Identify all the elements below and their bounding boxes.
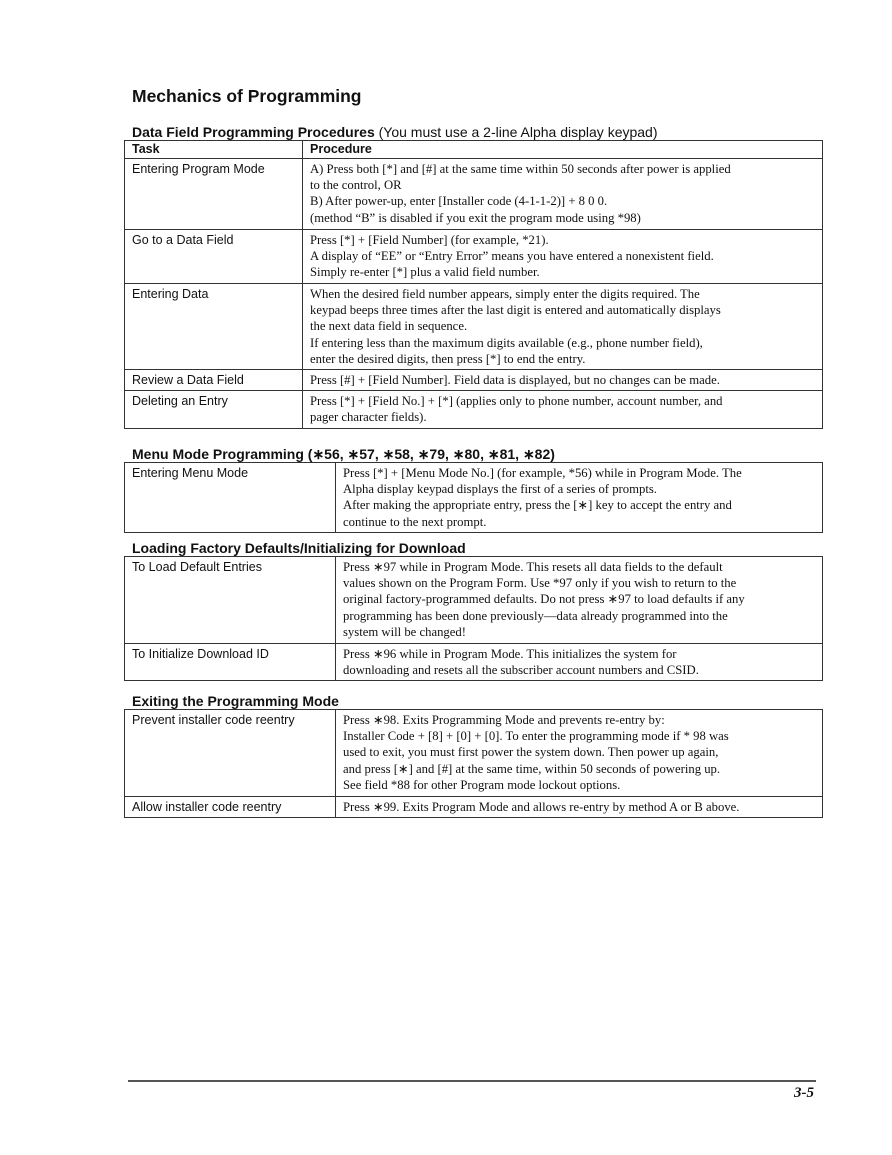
procedure-cell: Press ∗97 while in Program Mode. This resets all data fields to the default values shown on the Program Form. Use *97 only if you wish to return to the original factory-programmed defaults. Do not press ∗97 to load defaults if any programming has been done previously—data already programmed into the system will be changed! — [336, 557, 823, 644]
table-row — [125, 370, 823, 391]
section-heading: Menu Mode Programming (∗56, ∗57, ∗58, ∗79, ∗80, ∗81, ∗82) — [132, 446, 555, 462]
table-row — [125, 159, 823, 230]
factory-defaults-table — [124, 556, 823, 681]
page-title: Mechanics of Programming — [132, 86, 362, 106]
procedure-cell: Press [#] + [Field Number]. Field data is displayed, but no changes can be made. — [303, 370, 823, 391]
section-menu-mode-programming — [124, 446, 822, 533]
procedure-cell: Press [*] + [Field No.] + [*] (applies only to phone number, account number, and pager character fields). — [303, 391, 823, 429]
data-field-procedures-table — [124, 140, 823, 429]
task-cell: Prevent installer code reentry — [125, 710, 336, 797]
section-data-field-programming — [124, 124, 822, 429]
procedure-cell: Press ∗99. Exits Program Mode and allows re-entry by method A or B above. — [336, 797, 823, 818]
task-cell: Allow installer code reentry — [125, 797, 336, 818]
table-row — [125, 710, 823, 797]
table-row — [125, 230, 823, 284]
section-heading: Loading Factory Defaults/Initializing for Download — [132, 540, 466, 556]
section-factory-defaults — [124, 540, 822, 681]
procedure-cell: A) Press both [*] and [#] at the same time within 50 seconds after power is applied to the control, OR B) After power-up, enter [Installer code (4-1-1-2)] + 8 0 0. (method “B” is disabled if you exit the program mode using *98) — [303, 159, 823, 230]
procedure-cell: Press [*] + [Field Number] (for example, *21). A display of “EE” or “Entry Error” means you have entered a nonexistent field. Simply re-enter [*] plus a valid field number. — [303, 230, 823, 284]
section-exiting-programming — [124, 693, 822, 818]
section-heading: Data Field Programming Procedures (You must use a 2-line Alpha display keypad) — [132, 124, 658, 140]
task-cell: Go to a Data Field — [125, 230, 303, 284]
task-cell: Entering Data — [125, 284, 303, 370]
task-cell: To Load Default Entries — [125, 557, 336, 644]
table-header-row — [125, 141, 823, 159]
task-cell: To Initialize Download ID — [125, 644, 336, 681]
column-header-task: Task — [125, 141, 303, 159]
procedure-cell: When the desired field number appears, simply enter the digits required. The keypad beeps three times after the last digit is entered and automatically displays the next data field in sequence. If entering less than the maximum digits available (e.g., phone number field), enter the desired digits, then press [*] to end the entry. — [303, 284, 823, 370]
procedure-cell: Press ∗96 while in Program Mode. This initializes the system for downloading and resets all the subscriber account numbers and CSID. — [336, 644, 823, 681]
procedure-cell: Press ∗98. Exits Programming Mode and prevents re-entry by: Installer Code + [8] + [0] + [0]. To enter the programming mode if * 98 was used to exit, you must first power the system down. Then power up again, and press [∗] and [#] at the same time, within 50 seconds of powering up. See field *88 for other Program mode lockout options. — [336, 710, 823, 797]
table-row — [125, 557, 823, 644]
task-cell: Review a Data Field — [125, 370, 303, 391]
task-cell: Entering Program Mode — [125, 159, 303, 230]
task-cell: Deleting an Entry — [125, 391, 303, 429]
page-number: 3-5 — [794, 1085, 814, 1101]
table-row — [125, 644, 823, 681]
table-row — [125, 391, 823, 429]
table-row — [125, 463, 823, 533]
exiting-programming-table — [124, 709, 823, 818]
footer-divider — [128, 1080, 816, 1082]
procedure-cell: Press [*] + [Menu Mode No.] (for example, *56) while in Program Mode. The Alpha display keypad displays the first of a series of prompts. After making the appropriate entry, press the [∗] key to accept the entry and continue to the next prompt. — [336, 463, 823, 533]
table-row — [125, 284, 823, 370]
task-cell: Entering Menu Mode — [125, 463, 336, 533]
column-header-procedure: Procedure — [303, 141, 823, 159]
menu-mode-table — [124, 462, 823, 533]
section-heading: Exiting the Programming Mode — [132, 693, 339, 709]
table-row — [125, 797, 823, 818]
